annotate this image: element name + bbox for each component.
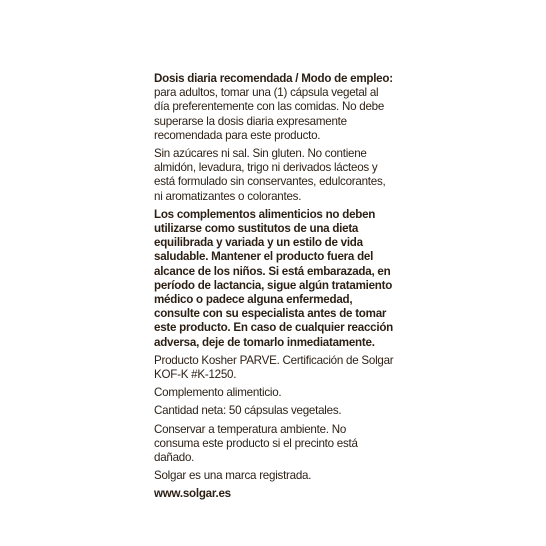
trademark-paragraph: Solgar es una marca registrada. (154, 469, 312, 483)
dosage-heading: Dosis diaria recomendada / Modo de empleo: (154, 72, 393, 85)
free-from-paragraph: Sin azúcares ni sal. Sin gluten. No contiene almidón, levadura, trigo ni derivados lácteos y está formulado sin conservantes, edulcorantes, ni aromatizantes o colorantes. (154, 147, 386, 203)
kosher-paragraph: Producto Kosher PARVE. Certificación de Solgar KOF-K #K-1250. (154, 353, 394, 382)
net-quantity-paragraph: Cantidad neta: 50 cápsulas vegetales. (154, 404, 342, 418)
storage-paragraph: Conservar a temperatura ambiente. No consuma este producto si el precinto está dañado. (154, 422, 358, 465)
label-text-block (154, 72, 394, 506)
dosage-paragraph (154, 72, 394, 143)
category-paragraph: Complemento alimenticio. (154, 386, 282, 400)
website-link[interactable]: www.solgar.es (154, 487, 231, 501)
warning-paragraph: Los complementos alimenticios no deben utilizarse como sustitutos de una dieta equilibrada y variada y un estilo de vida saludable. Mantener el producto fuera del alcance de los niños. Si está embarazada, en período de lactancia, sigue algún tratamiento médico o padece alguna enfermedad, consulte con su especialista antes de tomar este producto. En caso de cualquier reacción adversa, deje de tomarlo inmediatamente. (154, 207, 393, 349)
dosage-body: para adultos, tomar una (1) cápsula vegetal al día preferentemente con las comidas. No debe superarse la dosis diaria expresamente recomendada para este producto. (154, 86, 385, 142)
